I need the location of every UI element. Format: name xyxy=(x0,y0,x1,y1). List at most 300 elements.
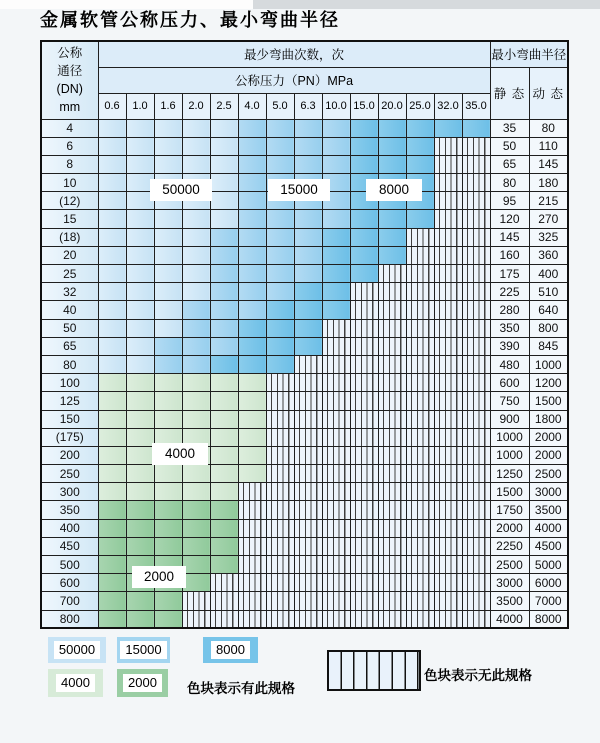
no-spec-cell xyxy=(378,392,406,410)
dynamic-radius-cell: 2500 xyxy=(529,465,568,483)
no-spec-cell xyxy=(350,592,378,610)
no-spec-cell xyxy=(434,355,462,373)
spec-zone-cell xyxy=(294,119,322,137)
no-spec-cell xyxy=(266,374,294,392)
no-spec-cell xyxy=(462,592,490,610)
no-spec-cell xyxy=(294,610,322,628)
spec-zone-cell xyxy=(406,155,434,173)
spec-zone-cell xyxy=(350,210,378,228)
dn-cell: 450 xyxy=(41,537,98,555)
region-label-4000: 4000 xyxy=(152,443,208,465)
dynamic-radius-cell: 7000 xyxy=(529,592,568,610)
no-spec-cell xyxy=(350,483,378,501)
no-spec-cell xyxy=(462,556,490,574)
spec-zone-cell xyxy=(126,155,154,173)
no-spec-cell xyxy=(350,574,378,592)
spec-zone-cell xyxy=(154,119,182,137)
spec-zone-cell xyxy=(154,337,182,355)
spec-zone-cell xyxy=(322,283,350,301)
dynamic-radius-cell: 800 xyxy=(529,319,568,337)
header-row-2 xyxy=(41,67,568,93)
no-spec-cell xyxy=(238,519,266,537)
table-row xyxy=(41,519,568,537)
spec-zone-cell xyxy=(210,265,238,283)
dynamic-radius-cell: 3500 xyxy=(529,501,568,519)
spec-zone-cell xyxy=(322,210,350,228)
spec-zone-cell xyxy=(98,265,126,283)
dn-cell: 20 xyxy=(41,246,98,264)
no-spec-cell xyxy=(406,428,434,446)
min-bend-radius-header: 最小弯曲半径 xyxy=(490,41,568,67)
spec-zone-cell xyxy=(182,228,210,246)
spec-zone-cell xyxy=(210,155,238,173)
no-spec-cell xyxy=(378,410,406,428)
no-spec-cell xyxy=(378,319,406,337)
dn-cell: 150 xyxy=(41,410,98,428)
spec-zone-cell xyxy=(98,192,126,210)
no-spec-cell xyxy=(322,465,350,483)
pressure-value-header: 1.6 xyxy=(154,93,182,119)
static-header: 静 态 xyxy=(490,67,529,119)
no-spec-cell xyxy=(322,410,350,428)
dn-cell: 200 xyxy=(41,446,98,464)
spec-zone-cell xyxy=(182,155,210,173)
spec-zone-cell xyxy=(98,465,126,483)
no-spec-cell xyxy=(434,137,462,155)
spec-zone-cell xyxy=(238,392,266,410)
dynamic-header: 动 态 xyxy=(529,67,568,119)
spec-zone-cell xyxy=(294,301,322,319)
spec-zone-cell xyxy=(126,228,154,246)
no-spec-cell xyxy=(350,428,378,446)
dn-cell: 500 xyxy=(41,556,98,574)
no-spec-cell xyxy=(462,210,490,228)
spec-zone-cell xyxy=(322,301,350,319)
no-spec-cell xyxy=(434,374,462,392)
spec-zone-cell xyxy=(210,410,238,428)
spec-zone-cell xyxy=(434,119,462,137)
no-spec-cell xyxy=(322,337,350,355)
spec-zone-cell xyxy=(238,155,266,173)
no-spec-cell xyxy=(406,246,434,264)
nominal-pressure-header: 公称压力（PN）MPa xyxy=(98,67,490,93)
spec-zone-cell xyxy=(182,483,210,501)
no-spec-cell xyxy=(322,319,350,337)
spec-zone-cell xyxy=(350,119,378,137)
spec-zone-cell xyxy=(210,355,238,373)
spec-zone-cell xyxy=(294,137,322,155)
spec-zone-cell xyxy=(210,246,238,264)
spec-zone-cell xyxy=(126,246,154,264)
table-row xyxy=(41,374,568,392)
spec-zone-cell xyxy=(238,465,266,483)
no-spec-cell xyxy=(294,410,322,428)
no-spec-cell xyxy=(266,610,294,628)
spec-zone-cell xyxy=(238,119,266,137)
no-spec-cell xyxy=(406,355,434,373)
no-spec-cell xyxy=(322,519,350,537)
spec-zone-cell xyxy=(126,337,154,355)
no-spec-cell xyxy=(266,501,294,519)
no-spec-cell xyxy=(434,465,462,483)
spec-table xyxy=(40,40,569,629)
spec-zone-cell xyxy=(266,319,294,337)
spec-zone-cell xyxy=(378,246,406,264)
no-spec-cell xyxy=(434,519,462,537)
no-spec-cell xyxy=(462,192,490,210)
no-spec-cell xyxy=(406,301,434,319)
static-radius-cell: 1000 xyxy=(490,446,529,464)
pressure-value-header: 5.0 xyxy=(266,93,294,119)
no-spec-cell xyxy=(378,446,406,464)
spec-zone-cell xyxy=(182,537,210,555)
no-spec-cell xyxy=(462,374,490,392)
dynamic-radius-cell: 80 xyxy=(529,119,568,137)
no-spec-cell xyxy=(238,574,266,592)
dynamic-radius-cell: 510 xyxy=(529,283,568,301)
dn-header-line: 公称 xyxy=(57,46,83,61)
no-spec-cell xyxy=(350,337,378,355)
header-row-3 xyxy=(41,93,568,119)
no-spec-cell xyxy=(406,556,434,574)
dn-cell: 125 xyxy=(41,392,98,410)
spec-zone-cell xyxy=(350,155,378,173)
spec-zone-cell xyxy=(462,119,490,137)
table-row xyxy=(41,301,568,319)
spec-zone-cell xyxy=(182,410,210,428)
spec-zone-cell xyxy=(350,265,378,283)
spec-zone-cell xyxy=(98,174,126,192)
no-spec-cell xyxy=(434,337,462,355)
spec-zone-cell xyxy=(294,283,322,301)
spec-zone-cell xyxy=(182,210,210,228)
spec-zone-cell xyxy=(238,283,266,301)
table-row xyxy=(41,410,568,428)
spec-zone-cell xyxy=(210,519,238,537)
no-spec-cell xyxy=(434,556,462,574)
spec-zone-cell xyxy=(126,428,154,446)
spec-zone-cell xyxy=(238,174,266,192)
spec-zone-cell xyxy=(210,501,238,519)
region-label-15000: 15000 xyxy=(268,179,330,201)
spec-zone-cell xyxy=(210,228,238,246)
spec-zone-cell xyxy=(98,319,126,337)
dynamic-radius-cell: 215 xyxy=(529,192,568,210)
spec-zone-cell xyxy=(154,392,182,410)
table-row xyxy=(41,265,568,283)
spec-zone-cell xyxy=(294,155,322,173)
spec-zone-cell xyxy=(154,537,182,555)
spec-zone-cell xyxy=(182,137,210,155)
pressure-value-header: 1.0 xyxy=(126,93,154,119)
dn-cell: 4 xyxy=(41,119,98,137)
no-spec-cell xyxy=(434,283,462,301)
table-row xyxy=(41,446,568,464)
table-row xyxy=(41,283,568,301)
spec-zone-cell xyxy=(210,428,238,446)
spec-zone-cell xyxy=(210,319,238,337)
no-spec-cell xyxy=(462,155,490,173)
dynamic-radius-cell: 145 xyxy=(529,155,568,173)
pressure-value-header: 20.0 xyxy=(378,93,406,119)
header-row-1 xyxy=(41,41,568,67)
dn-cell: 800 xyxy=(41,610,98,628)
spec-zone-cell xyxy=(210,210,238,228)
static-radius-cell: 480 xyxy=(490,355,529,373)
static-radius-cell: 3500 xyxy=(490,592,529,610)
no-spec-cell xyxy=(322,446,350,464)
spec-zone-cell xyxy=(238,228,266,246)
spec-zone-cell xyxy=(294,319,322,337)
no-spec-cell xyxy=(434,319,462,337)
dynamic-radius-cell: 180 xyxy=(529,174,568,192)
no-spec-cell xyxy=(238,556,266,574)
pressure-value-header: 35.0 xyxy=(462,93,490,119)
no-spec-cell xyxy=(378,501,406,519)
dn-cell: 100 xyxy=(41,374,98,392)
no-spec-cell xyxy=(462,228,490,246)
spec-zone-cell xyxy=(266,137,294,155)
no-spec-cell xyxy=(266,592,294,610)
no-spec-cell xyxy=(434,428,462,446)
spec-zone-cell xyxy=(98,119,126,137)
spec-table-header xyxy=(41,41,568,119)
static-radius-cell: 2250 xyxy=(490,537,529,555)
spec-zone-cell xyxy=(154,283,182,301)
no-spec-cell xyxy=(462,355,490,373)
no-spec-cell xyxy=(350,355,378,373)
spec-zone-cell xyxy=(98,228,126,246)
spec-zone-cell xyxy=(98,155,126,173)
no-spec-cell xyxy=(462,265,490,283)
no-spec-cell xyxy=(434,501,462,519)
spec-zone-cell xyxy=(98,610,126,628)
dynamic-radius-cell: 1500 xyxy=(529,392,568,410)
no-spec-cell xyxy=(294,446,322,464)
dn-cell: 65 xyxy=(41,337,98,355)
no-spec-cell xyxy=(266,428,294,446)
no-spec-cell xyxy=(350,374,378,392)
no-spec-cell xyxy=(266,556,294,574)
table-row xyxy=(41,574,568,592)
no-spec-cell xyxy=(378,301,406,319)
spec-zone-cell xyxy=(238,428,266,446)
spec-zone-cell xyxy=(294,265,322,283)
static-radius-cell: 225 xyxy=(490,283,529,301)
spec-zone-cell xyxy=(126,392,154,410)
dn-cell: 600 xyxy=(41,574,98,592)
spec-zone-cell xyxy=(378,210,406,228)
dynamic-radius-cell: 4500 xyxy=(529,537,568,555)
no-spec-cell xyxy=(434,537,462,555)
static-radius-cell: 95 xyxy=(490,192,529,210)
spec-zone-cell xyxy=(182,246,210,264)
spec-zone-cell xyxy=(378,119,406,137)
table-row xyxy=(41,355,568,373)
no-spec-cell xyxy=(462,137,490,155)
no-spec-cell xyxy=(322,556,350,574)
spec-zone-cell xyxy=(210,174,238,192)
dn-cell: 10 xyxy=(41,174,98,192)
spec-zone-cell xyxy=(406,210,434,228)
no-spec-cell xyxy=(406,465,434,483)
no-spec-cell xyxy=(238,501,266,519)
spec-zone-cell xyxy=(238,319,266,337)
region-label-2000: 2000 xyxy=(132,566,186,588)
spec-zone-cell xyxy=(98,574,126,592)
spec-zone-cell xyxy=(210,337,238,355)
legend-swatch-label: 2000 xyxy=(123,674,162,692)
no-spec-cell xyxy=(322,483,350,501)
spec-zone-cell xyxy=(182,501,210,519)
spec-zone-cell xyxy=(98,483,126,501)
spec-zone-cell xyxy=(126,210,154,228)
no-spec-cell xyxy=(462,446,490,464)
spec-zone-cell xyxy=(98,283,126,301)
spec-zone-cell xyxy=(154,301,182,319)
spec-zone-cell xyxy=(294,337,322,355)
no-spec-cell xyxy=(322,355,350,373)
no-spec-cell xyxy=(406,501,434,519)
no-spec-cell xyxy=(406,283,434,301)
static-radius-cell: 2500 xyxy=(490,556,529,574)
no-spec-cell xyxy=(434,446,462,464)
no-spec-cell xyxy=(350,283,378,301)
spec-zone-cell xyxy=(98,556,126,574)
spec-zone-cell xyxy=(322,119,350,137)
dynamic-radius-cell: 1200 xyxy=(529,374,568,392)
legend-no-spec-text: 色块表示无此规格 xyxy=(424,668,532,683)
spec-zone-cell xyxy=(238,210,266,228)
spec-zone-cell xyxy=(210,283,238,301)
no-spec-cell xyxy=(378,374,406,392)
spec-zone-cell xyxy=(182,519,210,537)
no-spec-cell xyxy=(350,301,378,319)
table-row xyxy=(41,537,568,555)
no-spec-cell xyxy=(266,392,294,410)
no-spec-cell xyxy=(238,483,266,501)
pressure-value-header: 2.0 xyxy=(182,93,210,119)
spec-zone-cell xyxy=(266,337,294,355)
no-spec-cell xyxy=(378,337,406,355)
table-row xyxy=(41,556,568,574)
spec-zone-cell xyxy=(182,337,210,355)
no-spec-cell xyxy=(378,283,406,301)
spec-zone-cell xyxy=(98,210,126,228)
no-spec-cell xyxy=(294,355,322,373)
no-spec-cell xyxy=(462,301,490,319)
no-spec-cell xyxy=(350,501,378,519)
table-row xyxy=(41,465,568,483)
legend-swatch-label: 15000 xyxy=(120,641,166,659)
dn-cell: (18) xyxy=(41,228,98,246)
dynamic-radius-cell: 110 xyxy=(529,137,568,155)
spec-zone-cell xyxy=(126,592,154,610)
no-spec-cell xyxy=(238,537,266,555)
static-radius-cell: 65 xyxy=(490,155,529,173)
no-spec-cell xyxy=(406,519,434,537)
no-spec-cell xyxy=(350,410,378,428)
no-spec-cell xyxy=(406,337,434,355)
dynamic-radius-cell: 400 xyxy=(529,265,568,283)
spec-zone-cell xyxy=(238,410,266,428)
no-spec-cell xyxy=(406,319,434,337)
no-spec-cell xyxy=(434,301,462,319)
table-row xyxy=(41,246,568,264)
spec-zone-cell xyxy=(126,501,154,519)
pressure-value-header: 32.0 xyxy=(434,93,462,119)
dn-cell: 300 xyxy=(41,483,98,501)
static-radius-cell: 750 xyxy=(490,392,529,410)
no-spec-cell xyxy=(462,610,490,628)
no-spec-cell xyxy=(406,446,434,464)
no-spec-cell xyxy=(350,392,378,410)
static-radius-cell: 1000 xyxy=(490,428,529,446)
no-spec-cell xyxy=(406,392,434,410)
spec-zone-cell xyxy=(126,610,154,628)
no-spec-cell xyxy=(350,610,378,628)
spec-zone-cell xyxy=(266,246,294,264)
spec-zone-cell xyxy=(154,155,182,173)
no-spec-cell xyxy=(266,574,294,592)
no-spec-cell xyxy=(322,537,350,555)
no-spec-cell xyxy=(378,483,406,501)
static-radius-cell: 175 xyxy=(490,265,529,283)
dn-cell: 400 xyxy=(41,519,98,537)
spec-zone-cell xyxy=(98,519,126,537)
no-spec-cell xyxy=(378,556,406,574)
no-spec-cell xyxy=(378,574,406,592)
table-row xyxy=(41,210,568,228)
no-spec-cell xyxy=(462,501,490,519)
spec-zone-cell xyxy=(126,137,154,155)
legend-swatch-4000 xyxy=(48,669,103,697)
dynamic-radius-cell: 6000 xyxy=(529,574,568,592)
legend-has-spec-text: 色块表示有此规格 xyxy=(187,681,295,696)
no-spec-cell xyxy=(350,319,378,337)
spec-zone-cell xyxy=(126,301,154,319)
static-radius-cell: 4000 xyxy=(490,610,529,628)
spec-zone-cell xyxy=(238,355,266,373)
dynamic-radius-cell: 5000 xyxy=(529,556,568,574)
dn-cell: 700 xyxy=(41,592,98,610)
no-spec-cell xyxy=(434,265,462,283)
no-spec-cell xyxy=(434,610,462,628)
dn-cell: 32 xyxy=(41,283,98,301)
no-spec-cell xyxy=(434,592,462,610)
static-radius-cell: 120 xyxy=(490,210,529,228)
static-radius-cell: 35 xyxy=(490,119,529,137)
spec-zone-cell xyxy=(378,155,406,173)
spec-zone-cell xyxy=(98,301,126,319)
table-row xyxy=(41,119,568,137)
spec-zone-cell xyxy=(154,355,182,373)
pressure-value-header: 25.0 xyxy=(406,93,434,119)
dn-header-line: mm xyxy=(59,100,81,115)
dn-cell: (12) xyxy=(41,192,98,210)
spec-zone-cell xyxy=(126,319,154,337)
no-spec-cell xyxy=(434,392,462,410)
spec-zone-cell xyxy=(406,119,434,137)
spec-zone-cell xyxy=(126,446,154,464)
legend-swatch-2000 xyxy=(117,669,168,697)
spec-zone-cell xyxy=(210,301,238,319)
spec-zone-cell xyxy=(154,319,182,337)
dn-header-line: (DN) xyxy=(56,82,83,97)
spec-zone-cell xyxy=(98,392,126,410)
dynamic-radius-cell: 1000 xyxy=(529,355,568,373)
spec-zone-cell xyxy=(210,137,238,155)
